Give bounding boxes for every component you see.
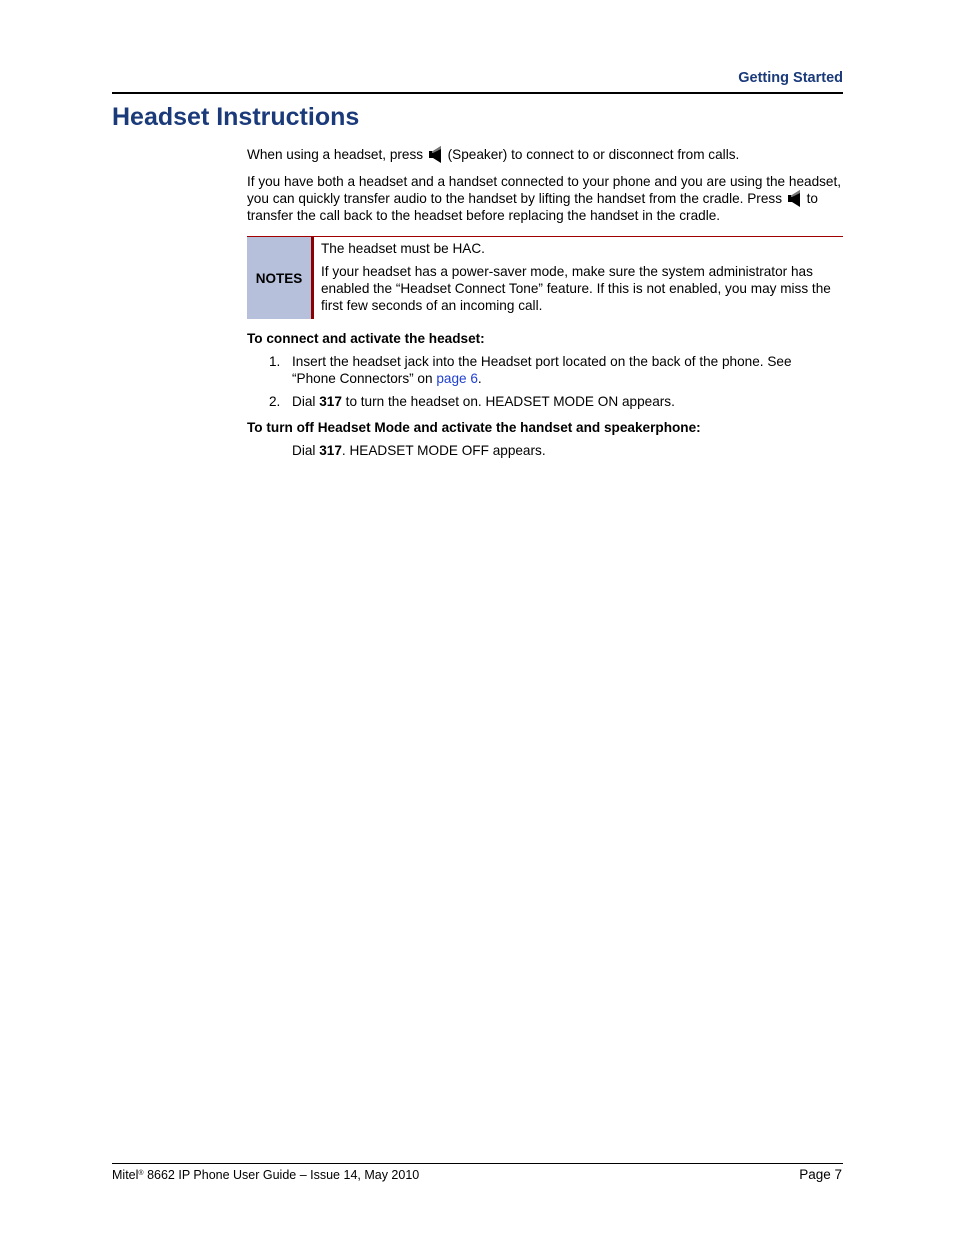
intro-paragraph-1 [247,146,843,163]
step-item [247,353,843,387]
step-text [292,393,843,410]
intro-paragraph-2 [247,173,843,224]
footer-guide: 8662 IP Phone User Guide – Issue 14, May 2010 [147,1168,420,1182]
note-item: The headset must be HAC. [321,241,485,256]
footer-document-title [112,1168,419,1182]
footer-rule [112,1163,843,1164]
speaker-icon [788,190,801,207]
notes-box [247,236,843,319]
dial-code: 317 [319,443,342,458]
body-content [247,146,843,459]
step-number: 1. [269,354,281,369]
notes-label: NOTES [247,237,314,319]
procedure-steps-connect [247,353,843,410]
step-prefix: Dial [292,394,316,409]
step-prefix: Dial [292,443,316,458]
intro-p2-before: If you have both a headset and a handset connected to your phone and you are using the headset, you can quickly transfer audio to the handset by lifting the handset from the cradle. Press [247,174,842,206]
dial-code: 317 [319,394,342,409]
intro-p1-before: When using a headset, press [247,147,424,162]
procedure-heading-connect: To connect and activate the headset: [247,331,485,346]
page-title: Headset Instructions [112,103,360,131]
step-text-after: . [477,371,482,386]
note-item: If your headset has a power-saver mode, make sure the system administrator has enabled the “Headset Connect Tone” feature. If this is not enabled, you may miss the first few seconds of an incoming call. [321,264,831,313]
intro-p2-after: to transfer the call back to the headset before replacing the handset in the cradle. [247,191,818,223]
step-text [292,353,843,387]
registered-mark: ® [138,1170,144,1177]
procedure-heading-turn-off: To turn off Headset Mode and activate the handset and speakerphone: [247,420,701,435]
intro-p1-after: (Speaker) to connect to or disconnect from calls. [447,147,740,162]
header-rule [112,92,843,94]
turn-off-instruction [247,442,843,459]
footer-page-number: Page 7 [799,1167,842,1182]
notes-content [314,237,843,319]
step-text-before: Insert the headset jack into the Headset port located on the back of the phone. See “Phone Connectors” on [292,354,792,386]
footer-brand: Mitel [112,1168,139,1182]
running-header: Getting Started [738,70,843,86]
step-suffix: . HEADSET MODE OFF appears. [341,443,546,458]
page-link[interactable]: page 6 [436,371,478,386]
step-item [247,393,843,410]
step-suffix: to turn the headset on. HEADSET MODE ON appears. [345,394,675,409]
step-number: 2. [269,394,281,409]
speaker-icon [429,146,442,163]
